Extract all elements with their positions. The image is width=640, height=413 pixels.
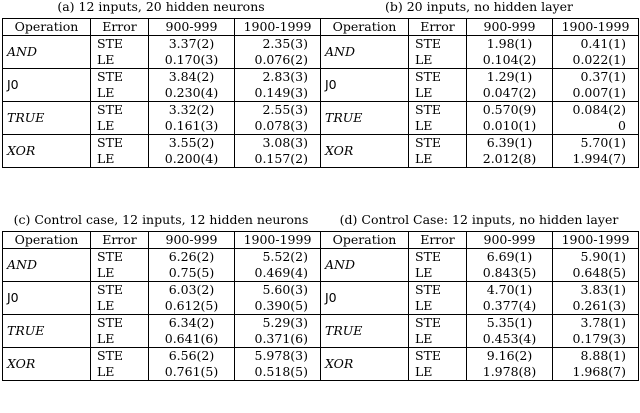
column-header: Operation — [321, 232, 409, 249]
operation-cell: AND — [3, 249, 91, 282]
operation-cell: TRUE — [321, 102, 409, 135]
results-table — [320, 18, 639, 168]
value-cell: 0.010(1) — [467, 118, 553, 135]
column-header: 900-999 — [467, 232, 553, 249]
table-caption: (b) 20 inputs, no hidden layer — [384, 0, 573, 14]
operation-cell: XOR — [3, 135, 91, 168]
error-type-cell: LE — [91, 298, 149, 315]
column-header: 900-999 — [149, 232, 235, 249]
operation-cell: TRUE — [321, 315, 409, 348]
value-cell: 3.37(2) — [149, 36, 235, 53]
results-table — [2, 18, 321, 168]
table-row — [3, 36, 321, 53]
column-header: 1900-1999 — [553, 232, 639, 249]
value-cell: 0.453(4) — [467, 331, 553, 348]
results-table — [2, 231, 321, 381]
table-caption: (d) Control Case: 12 inputs, no hidden layer — [339, 212, 619, 227]
error-type-cell: STE — [91, 36, 149, 53]
value-cell: 1.29(1) — [467, 69, 553, 86]
error-type-cell: LE — [409, 265, 467, 282]
table-row — [3, 315, 321, 332]
table-panel — [2, 0, 320, 168]
table-row — [321, 249, 639, 266]
error-type-cell: LE — [409, 52, 467, 69]
value-cell: 0.170(3) — [149, 52, 235, 69]
table-row — [321, 36, 639, 53]
column-header: Error — [409, 232, 467, 249]
error-type-cell: LE — [91, 364, 149, 381]
error-type-cell: STE — [409, 36, 467, 53]
value-cell: 0.390(5) — [235, 298, 321, 315]
value-cell: 2.55(3) — [235, 102, 321, 119]
error-type-cell: LE — [409, 364, 467, 381]
value-cell: 4.70(1) — [467, 282, 553, 299]
error-type-cell: STE — [91, 315, 149, 332]
value-cell: 0.75(5) — [149, 265, 235, 282]
table-panel — [320, 0, 638, 168]
column-header: 900-999 — [467, 19, 553, 36]
column-header: 1900-1999 — [235, 19, 321, 36]
error-type-cell: STE — [409, 249, 467, 266]
value-cell: 6.39(1) — [467, 135, 553, 152]
error-type-cell: STE — [91, 282, 149, 299]
value-cell: 2.83(3) — [235, 69, 321, 86]
error-type-cell: LE — [409, 298, 467, 315]
error-type-cell: LE — [409, 85, 467, 102]
column-header: Error — [91, 19, 149, 36]
table-caption: (c) Control case, 12 inputs, 12 hidden neurons — [13, 212, 309, 227]
value-cell: 0.843(5) — [467, 265, 553, 282]
error-type-cell: LE — [91, 85, 149, 102]
column-header: 1900-1999 — [553, 19, 639, 36]
value-cell: 0.200(4) — [149, 151, 235, 168]
table-row — [3, 135, 321, 152]
header-row — [3, 19, 321, 36]
header-row — [321, 19, 639, 36]
value-cell: 0.570(9) — [467, 102, 553, 119]
value-cell: 0.104(2) — [467, 52, 553, 69]
value-cell: 5.978(3) — [235, 348, 321, 365]
operation-cell: XOR — [321, 135, 409, 168]
value-cell: 0.37(1) — [553, 69, 639, 86]
column-header: Operation — [321, 19, 409, 36]
operation-cell: XOR — [321, 348, 409, 381]
value-cell: 2.35(3) — [235, 36, 321, 53]
value-cell: 3.83(1) — [553, 282, 639, 299]
value-cell: 3.32(2) — [149, 102, 235, 119]
operation-cell: J0 — [3, 69, 91, 102]
value-cell: 3.78(1) — [553, 315, 639, 332]
value-cell: 1.978(8) — [467, 364, 553, 381]
value-cell: 0.261(3) — [553, 298, 639, 315]
operation-cell: TRUE — [3, 102, 91, 135]
operation-cell: AND — [321, 36, 409, 69]
error-type-cell: LE — [409, 151, 467, 168]
value-cell: 5.70(1) — [553, 135, 639, 152]
table-row — [321, 135, 639, 152]
value-cell: 1.98(1) — [467, 36, 553, 53]
value-cell: 0.179(3) — [553, 331, 639, 348]
value-cell: 0.761(5) — [149, 364, 235, 381]
error-type-cell: STE — [409, 315, 467, 332]
operation-cell: J0 — [321, 69, 409, 102]
value-cell: 0.469(4) — [235, 265, 321, 282]
value-cell: 0.518(5) — [235, 364, 321, 381]
value-cell: 6.03(2) — [149, 282, 235, 299]
operation-cell: AND — [3, 36, 91, 69]
table-panel — [2, 213, 320, 381]
operation-cell: TRUE — [3, 315, 91, 348]
table-row — [321, 348, 639, 365]
value-cell: 0.076(2) — [235, 52, 321, 69]
table-row — [3, 282, 321, 299]
table-row — [3, 348, 321, 365]
value-cell: 0 — [553, 118, 639, 135]
value-cell: 0.047(2) — [467, 85, 553, 102]
table-row — [321, 315, 639, 332]
table-row — [3, 69, 321, 86]
value-cell: 0.084(2) — [553, 102, 639, 119]
value-cell: 5.90(1) — [553, 249, 639, 266]
value-cell: 9.16(2) — [467, 348, 553, 365]
header-row — [3, 232, 321, 249]
error-type-cell: LE — [91, 151, 149, 168]
table-panel — [320, 213, 638, 381]
value-cell: 1.994(7) — [553, 151, 639, 168]
value-cell: 0.007(1) — [553, 85, 639, 102]
table-row — [3, 102, 321, 119]
value-cell: 0.157(2) — [235, 151, 321, 168]
value-cell: 3.08(3) — [235, 135, 321, 152]
operation-cell: XOR — [3, 348, 91, 381]
error-type-cell: LE — [91, 118, 149, 135]
error-type-cell: LE — [91, 52, 149, 69]
table-row — [321, 282, 639, 299]
value-cell: 6.34(2) — [149, 315, 235, 332]
value-cell: 0.078(3) — [235, 118, 321, 135]
column-header: Error — [409, 19, 467, 36]
value-cell: 0.41(1) — [553, 36, 639, 53]
column-header: Operation — [3, 19, 91, 36]
value-cell: 0.230(4) — [149, 85, 235, 102]
value-cell: 2.012(8) — [467, 151, 553, 168]
error-type-cell: STE — [91, 102, 149, 119]
error-type-cell: LE — [409, 118, 467, 135]
value-cell: 6.56(2) — [149, 348, 235, 365]
error-type-cell: LE — [91, 265, 149, 282]
column-header: 900-999 — [149, 19, 235, 36]
value-cell: 0.022(1) — [553, 52, 639, 69]
error-type-cell: LE — [409, 331, 467, 348]
error-type-cell: STE — [409, 69, 467, 86]
results-table — [320, 231, 639, 381]
value-cell: 3.55(2) — [149, 135, 235, 152]
table-row — [3, 249, 321, 266]
error-type-cell: LE — [91, 331, 149, 348]
value-cell: 0.371(6) — [235, 331, 321, 348]
value-cell: 6.69(1) — [467, 249, 553, 266]
column-header: 1900-1999 — [235, 232, 321, 249]
value-cell: 6.26(2) — [149, 249, 235, 266]
header-row — [321, 232, 639, 249]
table-row — [321, 69, 639, 86]
value-cell: 8.88(1) — [553, 348, 639, 365]
error-type-cell: STE — [91, 135, 149, 152]
table-caption: (a) 12 inputs, 20 hidden neurons — [57, 0, 265, 14]
error-type-cell: STE — [409, 135, 467, 152]
error-type-cell: STE — [409, 348, 467, 365]
value-cell: 5.60(3) — [235, 282, 321, 299]
value-cell: 5.52(2) — [235, 249, 321, 266]
column-header: Error — [91, 232, 149, 249]
column-header: Operation — [3, 232, 91, 249]
value-cell: 0.648(5) — [553, 265, 639, 282]
value-cell: 0.149(3) — [235, 85, 321, 102]
operation-cell: AND — [321, 249, 409, 282]
error-type-cell: STE — [409, 102, 467, 119]
value-cell: 0.377(4) — [467, 298, 553, 315]
value-cell: 1.968(7) — [553, 364, 639, 381]
error-type-cell: STE — [91, 69, 149, 86]
table-row — [321, 102, 639, 119]
error-type-cell: STE — [91, 249, 149, 266]
value-cell: 0.641(6) — [149, 331, 235, 348]
error-type-cell: STE — [91, 348, 149, 365]
value-cell: 5.29(3) — [235, 315, 321, 332]
operation-cell: J0 — [321, 282, 409, 315]
operation-cell: J0 — [3, 282, 91, 315]
value-cell: 0.161(3) — [149, 118, 235, 135]
value-cell: 3.84(2) — [149, 69, 235, 86]
value-cell: 0.612(5) — [149, 298, 235, 315]
error-type-cell: STE — [409, 282, 467, 299]
value-cell: 5.35(1) — [467, 315, 553, 332]
